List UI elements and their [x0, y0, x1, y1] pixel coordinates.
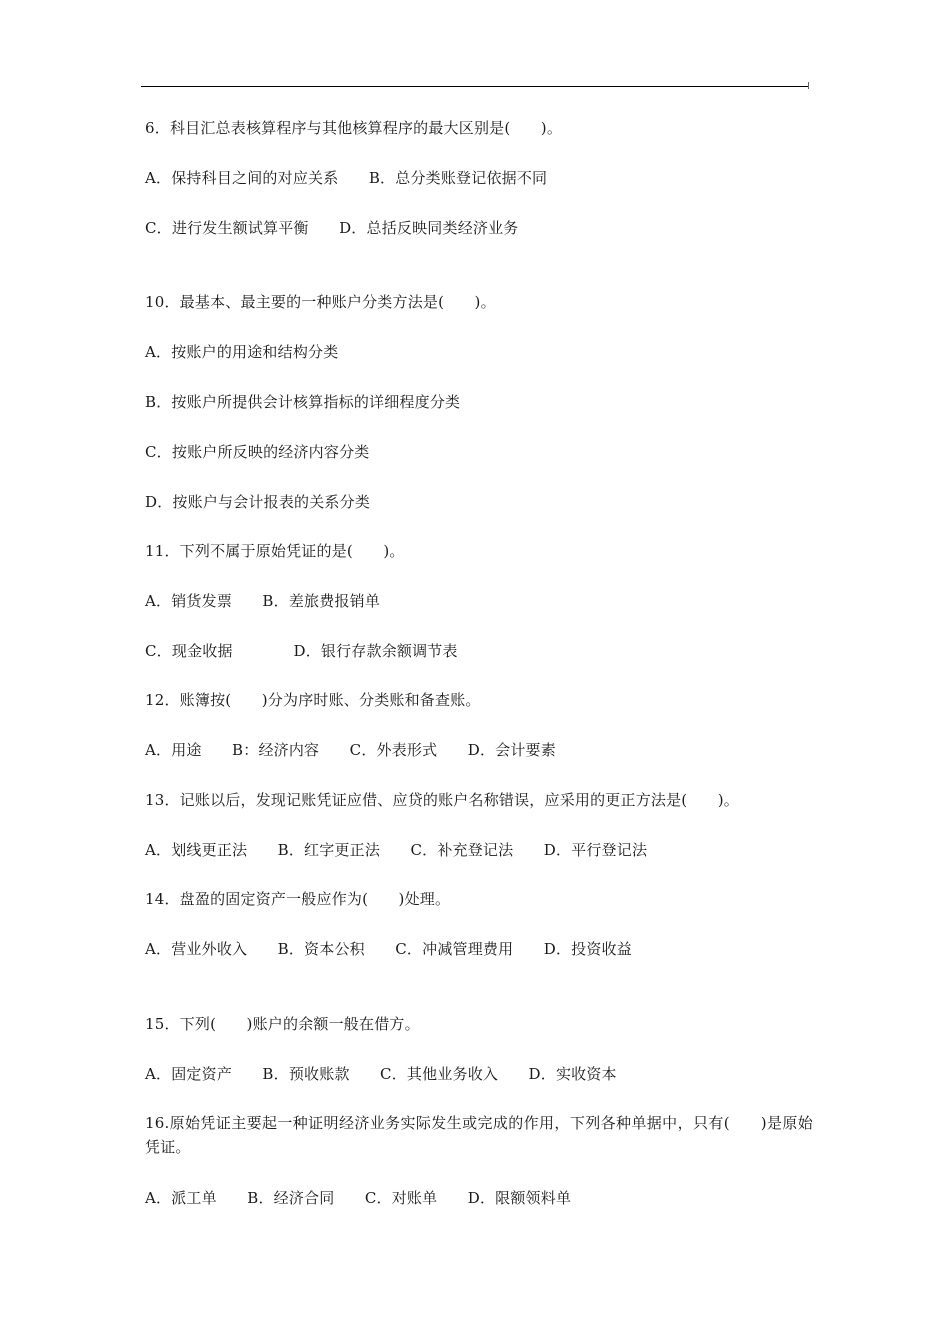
question-13: 13．记账以后，发现记账凭证应借、应贷的账户名称错误，应采用的更正方法是( )。	[145, 791, 739, 809]
question-10-option-d: D．按账户与会计报表的关系分类	[145, 493, 371, 511]
question-14-options: A．营业外收入 B．资本公积 C．冲减管理费用 D．投资收益	[145, 940, 632, 958]
question-12: 12．账簿按( )分为序时账、分类账和备查账。	[145, 691, 481, 709]
question-11: 11．下列不属于原始凭证的是( )。	[145, 542, 405, 560]
question-16-options: A．派工单 B．经济合同 C．对账单 D．限额领料单	[145, 1189, 572, 1207]
question-12-options: A．用途 B：经济内容 C．外表形式 D．会计要素	[145, 741, 556, 759]
question-6-options-cd: C．进行发生额试算平衡 D．总括反映同类经济业务	[145, 219, 519, 237]
question-10: 10．最基本、最主要的一种账户分类方法是( )。	[145, 293, 496, 311]
header-rule-tick	[808, 82, 809, 89]
question-10-option-a: A．按账户的用途和结构分类	[145, 343, 339, 361]
question-11-options-cd: C．现金收据 D．银行存款余额调节表	[145, 642, 458, 660]
question-15: 15．下列( )账户的余额一般在借方。	[145, 1015, 420, 1033]
question-6-options-ab: A．保持科目之间的对应关系 B．总分类账登记依据不同	[145, 169, 548, 187]
header-rule	[141, 86, 809, 87]
question-15-options: A．固定资产 B．预收账款 C．其他业务收入 D．实收资本	[145, 1065, 617, 1083]
question-14: 14．盘盈的固定资产一般应作为( )处理。	[145, 890, 451, 908]
question-6: 6．科目汇总表核算程序与其他核算程序的最大区别是( )。	[145, 119, 563, 137]
question-16: 16.原始凭证主要起一种证明经济业务实际发生或完成的作用，下列各种单据中，只有( )是原始凭证。	[145, 1114, 813, 1156]
question-10-option-b: B．按账户所提供会计核算指标的详细程度分类	[145, 393, 461, 411]
question-11-options-ab: A．销货发票 B．差旅费报销单	[145, 592, 381, 610]
question-13-options: A．划线更正法 B．红字更正法 C．补充登记法 D．平行登记法	[145, 841, 648, 859]
question-10-option-c: C．按账户所反映的经济内容分类	[145, 443, 370, 461]
